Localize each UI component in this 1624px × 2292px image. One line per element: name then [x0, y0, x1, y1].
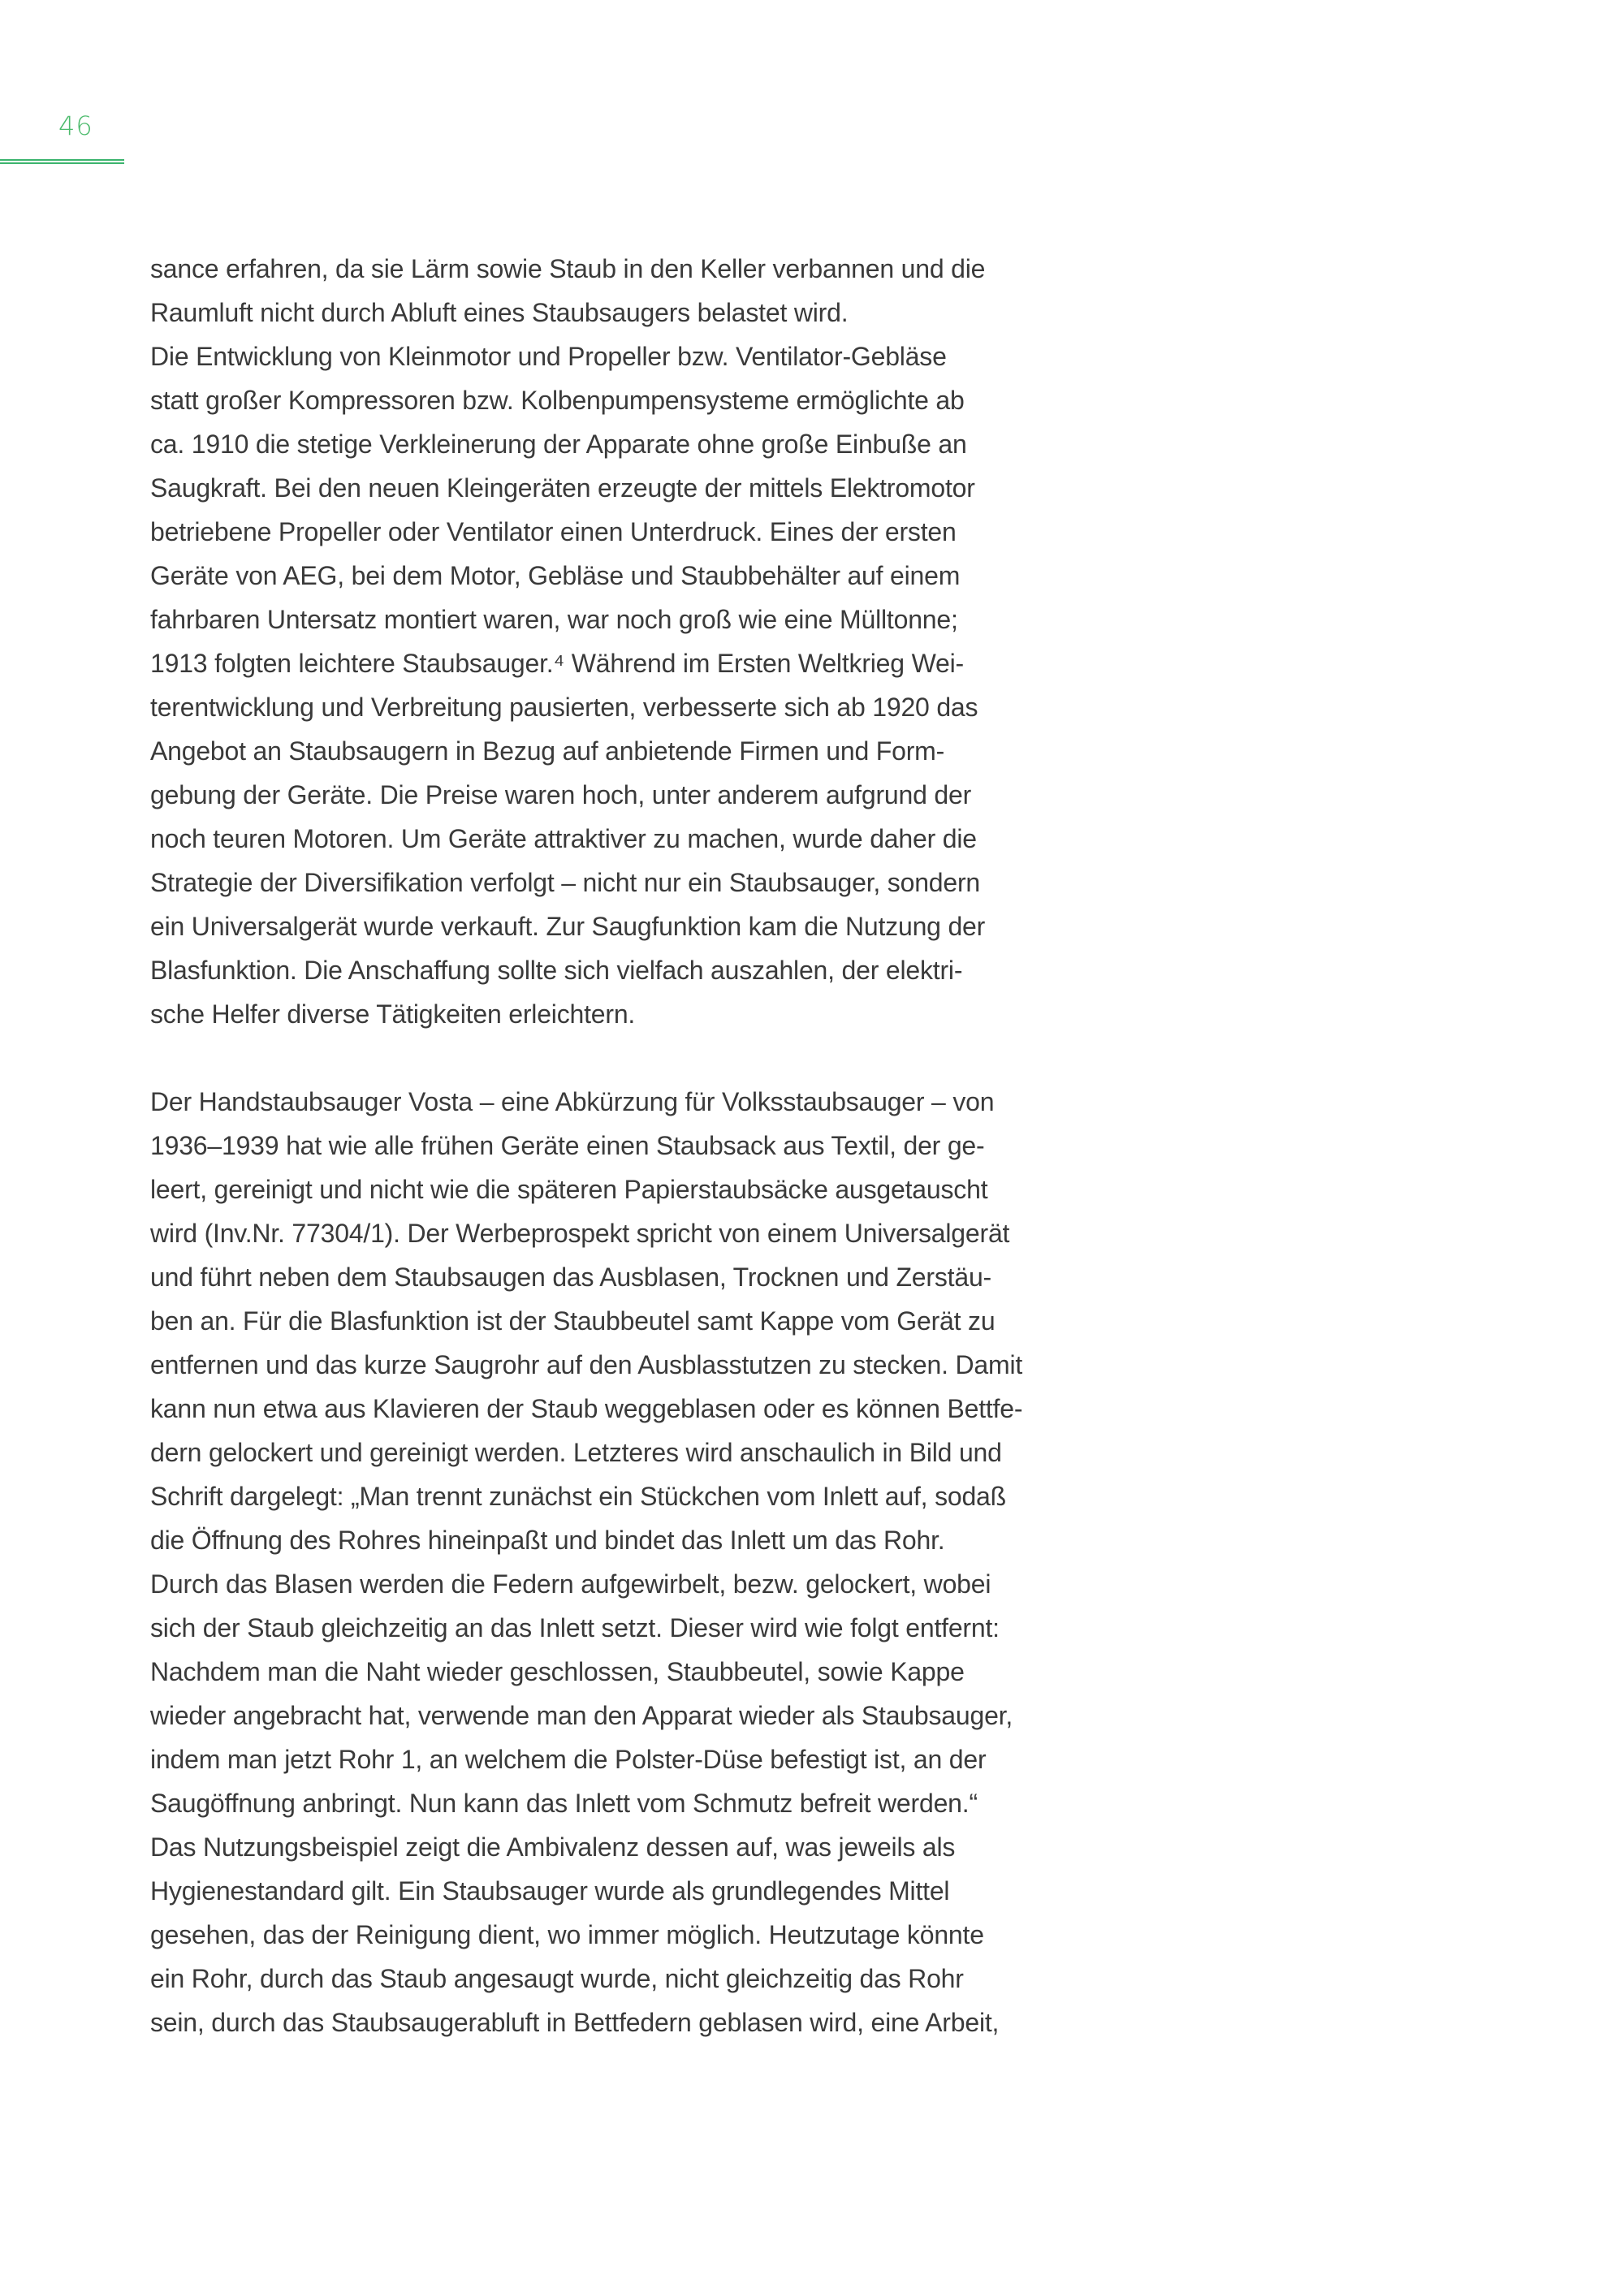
text-line: wieder angebracht hat, verwende man den Apparat wieder als Staubsauger, — [150, 1701, 1013, 1730]
text-line: indem man jetzt Rohr 1, an welchem die Polster-Düse befestigt ist, an der — [150, 1745, 987, 1774]
text-line: Saugkraft. Bei den neuen Kleingeräten erzeugte der mittels Elektromotor — [150, 473, 975, 503]
text-line: Hygienestandard gilt. Ein Staubsauger wurde als grundlegendes Mittel — [150, 1876, 950, 1906]
text-line: Saugöffnung anbringt. Nun kann das Inlett vom Schmutz befreit werden.“ — [150, 1789, 978, 1818]
text-line: ben an. Für die Blasfunktion ist der Staubbeutel samt Kappe vom Gerät zu — [150, 1306, 996, 1336]
text-line: und führt neben dem Staubsaugen das Ausblasen, Trocknen und Zerstäu- — [150, 1263, 991, 1292]
text-line: Strategie der Diversifikation verfolgt – nicht nur ein Staubsauger, sondern — [150, 868, 981, 897]
paragraph-2 — [150, 1080, 1022, 2044]
text-line: Das Nutzungsbeispiel zeigt die Ambivalenz dessen auf, was jeweils als — [150, 1832, 956, 1862]
text-line: die Öffnung des Rohres hineinpaßt und bindet das Inlett um das Rohr. — [150, 1526, 945, 1555]
text-line: sein, durch das Staubsaugerabluft in Bettfedern geblasen wird, eine Arbeit, — [150, 2008, 1000, 2037]
text-line: betriebene Propeller oder Ventilator einen Unterdruck. Eines der ersten — [150, 517, 957, 546]
text-line: ein Rohr, durch das Staub angesaugt wurde, nicht gleichzeitig das Rohr — [150, 1964, 964, 1993]
text-line: leert, gereinigt und nicht wie die späteren Papierstaubsäcke ausgetauscht — [150, 1175, 988, 1204]
text-line: Der Handstaubsauger Vosta – eine Abkürzung für Volksstaubsauger – von — [150, 1087, 995, 1116]
text-line: sich der Staub gleichzeitig an das Inlett setzt. Dieser wird wie folgt entfernt: — [150, 1613, 1000, 1642]
text-line: sance erfahren, da sie Lärm sowie Staub in den Keller verbannen und die — [150, 254, 986, 283]
text-line: terentwicklung und Verbreitung pausierten, verbesserte sich ab 1920 das — [150, 693, 978, 722]
text-line: gebung der Geräte. Die Preise waren hoch, unter anderem aufgrund der — [150, 780, 972, 809]
text-line: Nachdem man die Naht wieder geschlossen, Staubbeutel, sowie Kappe — [150, 1657, 965, 1686]
text-line: sche Helfer diverse Tätigkeiten erleichtern. — [150, 999, 636, 1029]
text-line: kann nun etwa aus Klavieren der Staub weggeblasen oder es können Bettfe- — [150, 1394, 1023, 1423]
page-number: 46 — [58, 110, 93, 141]
text-line: Schrift dargelegt: „Man trennt zunächst ein Stückchen vom Inlett auf, sodaß — [150, 1482, 1007, 1511]
text-line: entfernen und das kurze Saugrohr auf den Ausblasstutzen zu stecken. Damit — [150, 1350, 1023, 1379]
text-line: statt großer Kompressoren bzw. Kolbenpumpensysteme ermöglichte ab — [150, 386, 965, 415]
text-line: wird (Inv.Nr. 77304/1). Der Werbeprospekt spricht von einem Universalgerät — [150, 1219, 1010, 1248]
text-line: dern gelockert und gereinigt werden. Letzteres wird anschaulich in Bild und — [150, 1438, 1002, 1467]
body-text — [150, 247, 1022, 2044]
text-line: gesehen, das der Reinigung dient, wo immer möglich. Heutzutage könnte — [150, 1920, 984, 1949]
text-line: noch teuren Motoren. Um Geräte attraktiver zu machen, wurde daher die — [150, 824, 977, 853]
text-line: ca. 1910 die stetige Verkleinerung der Apparate ohne große Einbuße an — [150, 429, 967, 459]
text-line: ein Universalgerät wurde verkauft. Zur Saugfunktion kam die Nutzung der — [150, 912, 986, 941]
text-line: Die Entwicklung von Kleinmotor und Propeller bzw. Ventilator-Gebläse — [150, 342, 947, 371]
text-line: 1913 folgten leichtere Staubsauger.⁴ Während im Ersten Weltkrieg Wei- — [150, 649, 964, 678]
text-line: Raumluft nicht durch Abluft eines Staubsaugers belastet wird. — [150, 298, 849, 327]
text-line: fahrbaren Untersatz montiert waren, war noch groß wie eine Mülltonne; — [150, 605, 958, 634]
text-line: Durch das Blasen werden die Federn aufgewirbelt, bezw. gelockert, wobei — [150, 1569, 991, 1599]
paragraph-1 — [150, 247, 1022, 1036]
header-rule — [0, 159, 124, 161]
text-line: Angebot an Staubsaugern in Bezug auf anbietende Firmen und Form- — [150, 736, 945, 766]
text-line: Blasfunktion. Die Anschaffung sollte sich vielfach auszahlen, der elektri- — [150, 956, 963, 985]
text-line: Geräte von AEG, bei dem Motor, Gebläse und Staubbehälter auf einem — [150, 561, 961, 590]
text-line: 1936–1939 hat wie alle frühen Geräte einen Staubsack aus Textil, der ge- — [150, 1131, 985, 1160]
